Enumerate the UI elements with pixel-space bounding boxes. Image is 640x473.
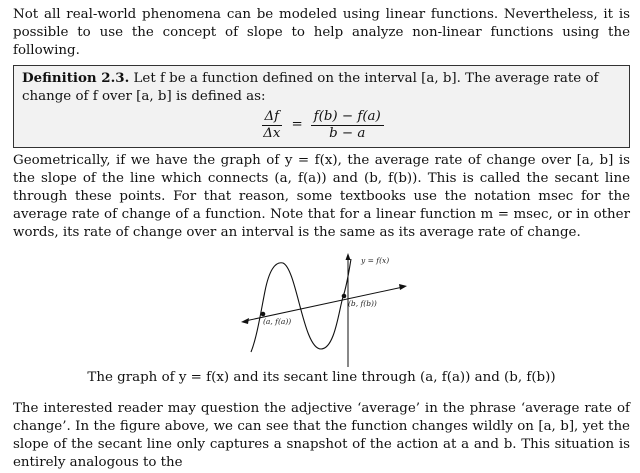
- rhs-numerator: f(b) − f(a): [311, 109, 384, 126]
- point-a-label: (a, f(a)): [263, 316, 292, 326]
- equals-sign: =: [291, 117, 303, 133]
- lhs-fraction: [260, 109, 283, 142]
- geometric-paragraph: Geometrically, if we have the graph of y = f(x), the average rate of change over [a, b] is the slope of the line which connects (a, f(a)) and (b, f(b)). This is called the secant line through these points. For that reason, some textbooks use the notation msec for the average rate of change of a function. Note that for a linear function m = msec, or in other words, its rate of change over an interval is the same as its average rate of change.: [13, 152, 630, 241]
- point-b-label: (b, f(b)): [348, 298, 377, 308]
- rhs-denominator: b − a: [329, 125, 366, 141]
- definition-text: Let f be a function defined on the interval [a, b]. The average rate of change of f over [a, b] is defined as:: [22, 70, 599, 104]
- definition-box: [13, 65, 630, 148]
- average-rate-formula: [22, 109, 622, 142]
- closing-paragraph: The interested reader may question the adjective ‘average’ in the phrase ‘average rate of change’. In the figure above, we can see that the function changes wildly on [a, b], yet the slope of the secant line only captures a snapshot of the action at a and b. This situation is entirely analogous to the: [13, 400, 630, 471]
- function-curve: [251, 259, 351, 352]
- secant-left-arrowhead: [241, 318, 249, 324]
- intro-paragraph: Not all real-world phenomena can be modeled using linear functions. Nevertheless, it is possible to use the concept of slope to help analyze non-linear functions using the following.: [13, 7, 630, 59]
- secant-line-figure: [13, 251, 630, 369]
- document-page: [13, 6, 630, 473]
- curve-label: y = f(x): [361, 255, 390, 265]
- figure-caption: The graph of y = f(x) and its secant line through (a, f(a)) and (b, f(b)): [87, 369, 556, 385]
- rhs-fraction: [311, 109, 384, 142]
- secant-line: [245, 287, 403, 321]
- point-b-marker: [342, 293, 347, 298]
- y-axis-arrowhead: [346, 253, 351, 260]
- point-a-marker: [261, 311, 266, 316]
- secant-right-arrowhead: [399, 284, 407, 290]
- lhs-numerator: Δf: [262, 109, 283, 126]
- definition-title: Definition 2.3.: [22, 69, 130, 86]
- secant-graph: [13, 251, 630, 369]
- lhs-denominator: Δx: [263, 125, 281, 141]
